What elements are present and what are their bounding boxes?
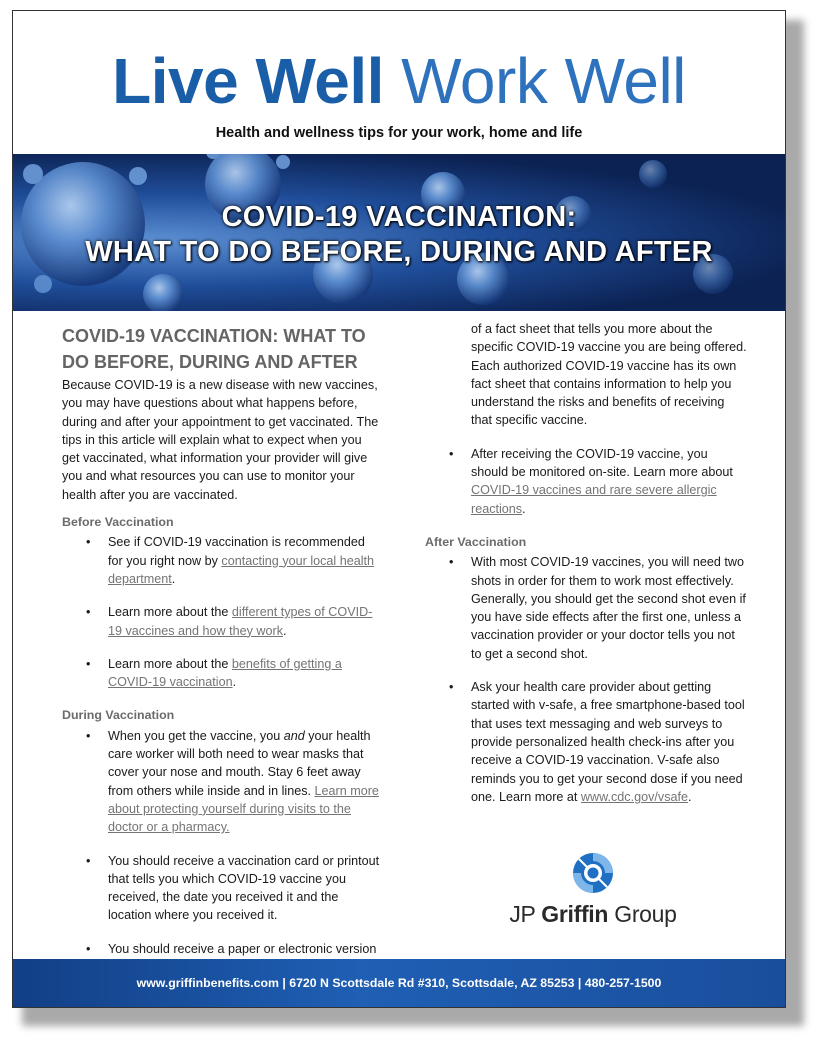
article-right-column	[425, 320, 747, 821]
masthead-bold: Live Well	[112, 45, 384, 117]
list-item	[62, 603, 382, 640]
item-text: See if COVID-19 vaccination is recommended for you right now by	[108, 535, 365, 568]
bullet-icon: •	[449, 680, 454, 695]
list-item	[62, 655, 382, 692]
list-item	[425, 445, 747, 518]
link-vaccine-types[interactable]: different types of COVID-19 vaccines and how they work	[108, 605, 373, 638]
banner-title	[13, 200, 785, 271]
item-text: Ask your health care provider about getting started with v-safe, a free smartphone-based tool that uses text messaging and web surveys to provide personalized health check-ins after you receive a COVID-19 vaccination. V-safe also reminds you to get your second dose if you need one. Learn more at	[471, 680, 745, 804]
during-list	[62, 727, 382, 958]
banner-title-line-2: WHAT TO DO BEFORE, DURING AND AFTER	[85, 236, 713, 269]
banner-title-line-1: COVID-19 VACCINATION:	[221, 201, 577, 233]
article-intro: Because COVID-19 is a new disease with new vaccines, you may have questions about what happens before, during and after your appointment to get vaccinated. The tips in this article will explain what to expect when you get vaccinated, what information your provider will give you and what resources you can use to monitor your health after you are vaccinated.	[62, 378, 379, 502]
masthead-light: Work Well	[401, 45, 686, 117]
list-item	[62, 727, 382, 837]
item-text: With most COVID-19 vaccines, you will need two shots in order for them to work most effectively. Generally, you should get the second shot even if you have side effects after the first one, unless a vaccination provider or your doctor tells you not to get a second shot.	[471, 555, 746, 661]
article-heading: COVID-19 VACCINATION: WHAT TO DO BEFORE, DURING AND AFTER	[62, 326, 366, 372]
list-item	[62, 940, 382, 958]
list-item	[425, 678, 747, 806]
bullet-icon: •	[86, 853, 91, 868]
bullet-icon: •	[86, 605, 91, 620]
item-text: .	[232, 675, 237, 690]
swirl-logo-icon	[503, 847, 683, 899]
masthead	[13, 45, 785, 117]
item-text: Learn more about the	[108, 656, 232, 671]
bullet-icon: •	[86, 535, 91, 550]
section-title-before: Before Vaccination	[62, 515, 174, 530]
tagline: Health and wellness tips for your work, home and life	[215, 125, 583, 141]
item-text: When you get the vaccine, you	[108, 728, 284, 743]
company-logo	[503, 847, 683, 947]
bullet-icon: •	[86, 728, 91, 743]
before-list	[62, 533, 382, 691]
logo-group: Group	[608, 901, 677, 927]
article-left-column	[62, 323, 382, 973]
item-text: .	[171, 571, 176, 586]
list-item	[425, 553, 747, 663]
hero-banner	[13, 154, 785, 311]
item-text: After receiving the COVID-19 vaccine, you should be monitored on-site. Learn more about	[471, 446, 733, 480]
footer-contact: www.griffinbenefits.com | 6720 N Scottsdale Rd #310, Scottsdale, AZ 85253 | 480-257-1500	[136, 976, 662, 990]
list-item	[62, 852, 382, 925]
logo-wordmark	[503, 901, 683, 928]
item-text: .	[522, 501, 526, 516]
link-local-health-department[interactable]: contacting your local health department	[108, 553, 375, 586]
item-text: .	[688, 789, 692, 804]
flyer-page	[12, 10, 786, 1008]
bullet-icon: •	[86, 941, 91, 956]
link-protecting-yourself[interactable]: Learn more about protecting yourself during visits to the doctor or a pharmacy.	[108, 783, 379, 835]
item-emphasis: and	[283, 728, 305, 743]
item-text: You should receive a vaccination card or printout that tells you which COVID-19 vaccine you received, the date you received it and the location where you received it.	[108, 853, 380, 923]
logo-griffin: Griffin	[541, 901, 609, 927]
item-text: your health care worker will both need to wear masks that cover your nose and mouth. Stay 6 feet away from others while inside and in lines.	[108, 728, 371, 798]
link-vaccination-benefits[interactable]: benefits of getting a COVID-19 vaccination	[108, 656, 342, 690]
list-item-continued: of a fact sheet that tells you more about the specific COVID-19 vaccine you are being offered. Each authorized COVID-19 vaccine has its own fact sheet that contains information to help you understand the risks and benefits of receiving that specific vaccine.	[471, 322, 747, 428]
footer-bar	[13, 959, 785, 1007]
section-title-during: During Vaccination	[62, 708, 175, 723]
bullet-icon: •	[86, 656, 91, 671]
logo-jp: JP	[509, 901, 542, 927]
item-text: Learn more about the	[108, 605, 232, 620]
after-list	[425, 553, 747, 806]
bullet-icon: •	[449, 555, 454, 570]
item-text: You should receive a paper or electronic version	[108, 941, 377, 956]
during-list-continued	[425, 445, 747, 518]
link-cdc-vsafe[interactable]: www.cdc.gov/vsafe	[580, 789, 689, 804]
item-text: .	[283, 623, 287, 638]
link-allergic-reactions[interactable]: COVID-19 vaccines and rare severe allergic reactions	[471, 483, 717, 516]
list-item	[62, 533, 382, 588]
section-title-after: After Vaccination	[425, 534, 527, 549]
bullet-icon: •	[449, 446, 454, 461]
